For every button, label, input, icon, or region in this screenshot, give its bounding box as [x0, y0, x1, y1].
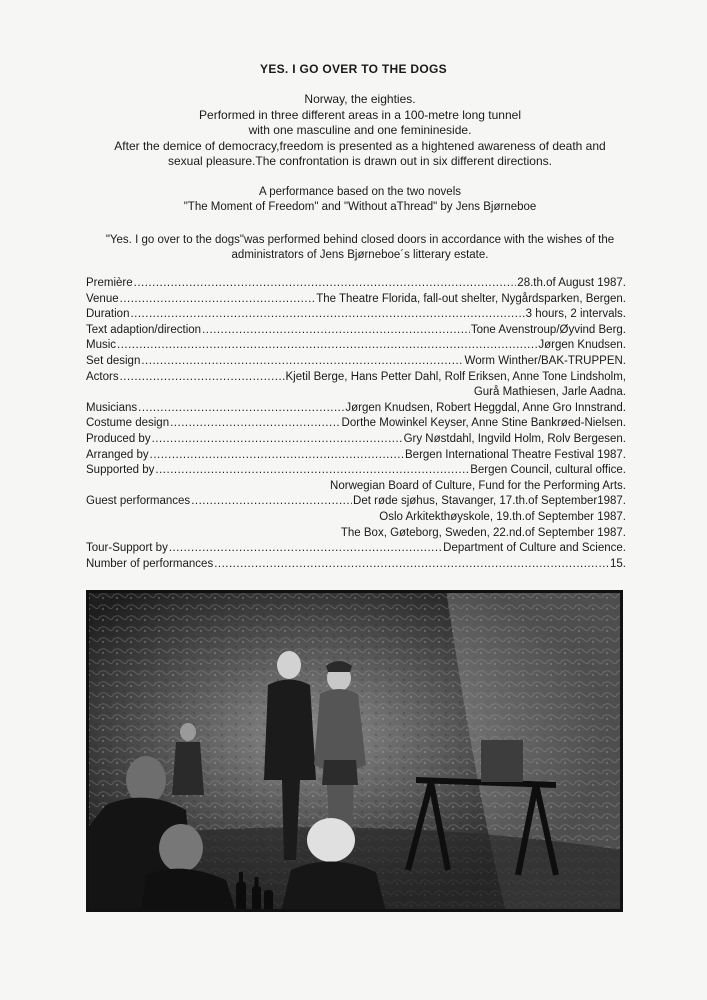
dot-leader — [141, 354, 463, 370]
credit-label: Set design — [86, 354, 141, 367]
credit-value: Gry Nøstdahl, Ingvild Holm, Rolv Bergesen. — [403, 432, 626, 445]
credit-row — [86, 541, 626, 557]
intro-paragraph — [60, 92, 660, 170]
credit-label: Costume design — [86, 417, 170, 430]
dot-leader — [202, 323, 470, 339]
dot-leader — [134, 276, 517, 292]
credit-label: Musicians — [86, 401, 138, 414]
intro-line: After the demice of democracy,freedom is presented as a hightened awareness of death and — [114, 138, 606, 153]
intro-line: Norway, the eighties. — [304, 92, 416, 106]
intro-line: Performed in three different areas in a 100-metre long tunnel — [199, 107, 521, 122]
dot-leader — [130, 307, 524, 323]
dot-leader — [191, 494, 352, 510]
credit-label: Tour-Support by — [86, 542, 168, 555]
intro-line: sexual pleasure.The confrontation is drawn out in six different directions. — [168, 154, 552, 168]
dot-leader — [169, 541, 442, 557]
credit-value: Bergen International Theatre Festival 1987. — [405, 448, 626, 461]
document-title: YES. I GO OVER TO THE DOGS — [260, 62, 447, 76]
credit-value: 15. — [610, 557, 626, 570]
credit-label: Actors — [86, 370, 119, 383]
performance-photo — [86, 590, 623, 912]
closed-doors-line: "Yes. I go over to the dogs"was performed behind closed doors in accordance with the wishes of the — [105, 234, 615, 246]
credit-row — [86, 416, 626, 432]
credit-value-continuation: Norwegian Board of Culture, Fund for the Performing Arts. — [330, 479, 626, 492]
credit-row — [86, 448, 626, 464]
credit-value: Tone Avenstroup/Øyvind Berg. — [470, 323, 626, 336]
novels-line: A performance based on the two novels — [258, 186, 461, 198]
credit-label: Text adaption/direction — [86, 323, 202, 336]
credit-value: Dorthe Mowinkel Keyser, Anne Stine Bankrøed-Nielsen. — [341, 417, 626, 430]
credit-label: Venue — [86, 292, 119, 305]
credit-value-continuation: Gurå Mathiesen, Jarle Aadna. — [473, 386, 626, 399]
credit-value: 3 hours, 2 intervals. — [525, 308, 626, 321]
credit-row — [86, 401, 626, 417]
novels-paragraph — [60, 185, 660, 215]
credit-value: Jørgen Knudsen. — [538, 339, 626, 352]
dot-leader — [120, 292, 316, 308]
credit-value: Bergen Council, cultural office. — [470, 464, 626, 477]
credit-value-continuation: The Box, Gøteborg, Sweden, 22.nd.of September 1987. — [340, 526, 626, 539]
credit-value: 28.th.of August 1987. — [517, 277, 626, 289]
credit-row — [86, 338, 626, 354]
dot-leader — [150, 448, 404, 464]
credit-row — [86, 307, 626, 323]
credit-label: Première — [86, 277, 133, 289]
credit-row — [86, 463, 626, 479]
credit-label: Produced by — [86, 432, 151, 445]
credit-label: Number of performances — [86, 557, 214, 570]
closed-doors-line: administrators of Jens Bjørneboe´s litterary estate. — [231, 249, 489, 261]
credit-value: Department of Culture and Science. — [443, 542, 626, 555]
credit-label: Arranged by — [86, 448, 149, 461]
credit-row — [86, 370, 626, 386]
credit-value: The Theatre Florida, fall-out shelter, Nygårdsparken, Bergen. — [316, 292, 626, 305]
dot-leader — [117, 338, 537, 354]
intro-line: with one masculine and one feminineside. — [248, 123, 472, 137]
credit-value-continuation: Oslo Arkitekthøyskole, 19.th.of September 1987. — [379, 510, 626, 523]
closed-doors-paragraph — [60, 233, 660, 263]
credit-label: Duration — [86, 308, 130, 321]
credit-row — [86, 432, 626, 448]
credit-row — [86, 494, 626, 510]
credit-label: Guest performances — [86, 495, 191, 508]
credit-row — [86, 354, 626, 370]
dot-leader — [214, 557, 609, 573]
credit-row — [86, 292, 626, 308]
dot-leader — [138, 401, 344, 417]
credit-label: Supported by — [86, 464, 155, 477]
credit-row — [86, 323, 626, 339]
credits-list — [86, 276, 626, 572]
credit-value: Det røde sjøhus, Stavanger, 17.th.of September1987. — [353, 495, 626, 508]
credit-row — [86, 557, 626, 573]
novels-line: "The Moment of Freedom" and "Without aThread" by Jens Bjørneboe — [183, 201, 537, 213]
credit-label: Music — [86, 339, 117, 352]
credit-value: Worm Winther/BAK-TRUPPEN. — [464, 354, 626, 367]
credit-value: Jørgen Knudsen, Robert Heggdal, Anne Gro Innstrand. — [345, 401, 626, 414]
dot-leader — [152, 432, 403, 448]
credit-value: Kjetil Berge, Hans Petter Dahl, Rolf Eriksen, Anne Tone Lindsholm, — [285, 370, 626, 383]
performance-photo-image — [86, 590, 623, 912]
dot-leader — [170, 416, 340, 432]
dot-leader — [120, 370, 285, 386]
credit-row — [86, 276, 626, 292]
dot-leader — [155, 463, 469, 479]
